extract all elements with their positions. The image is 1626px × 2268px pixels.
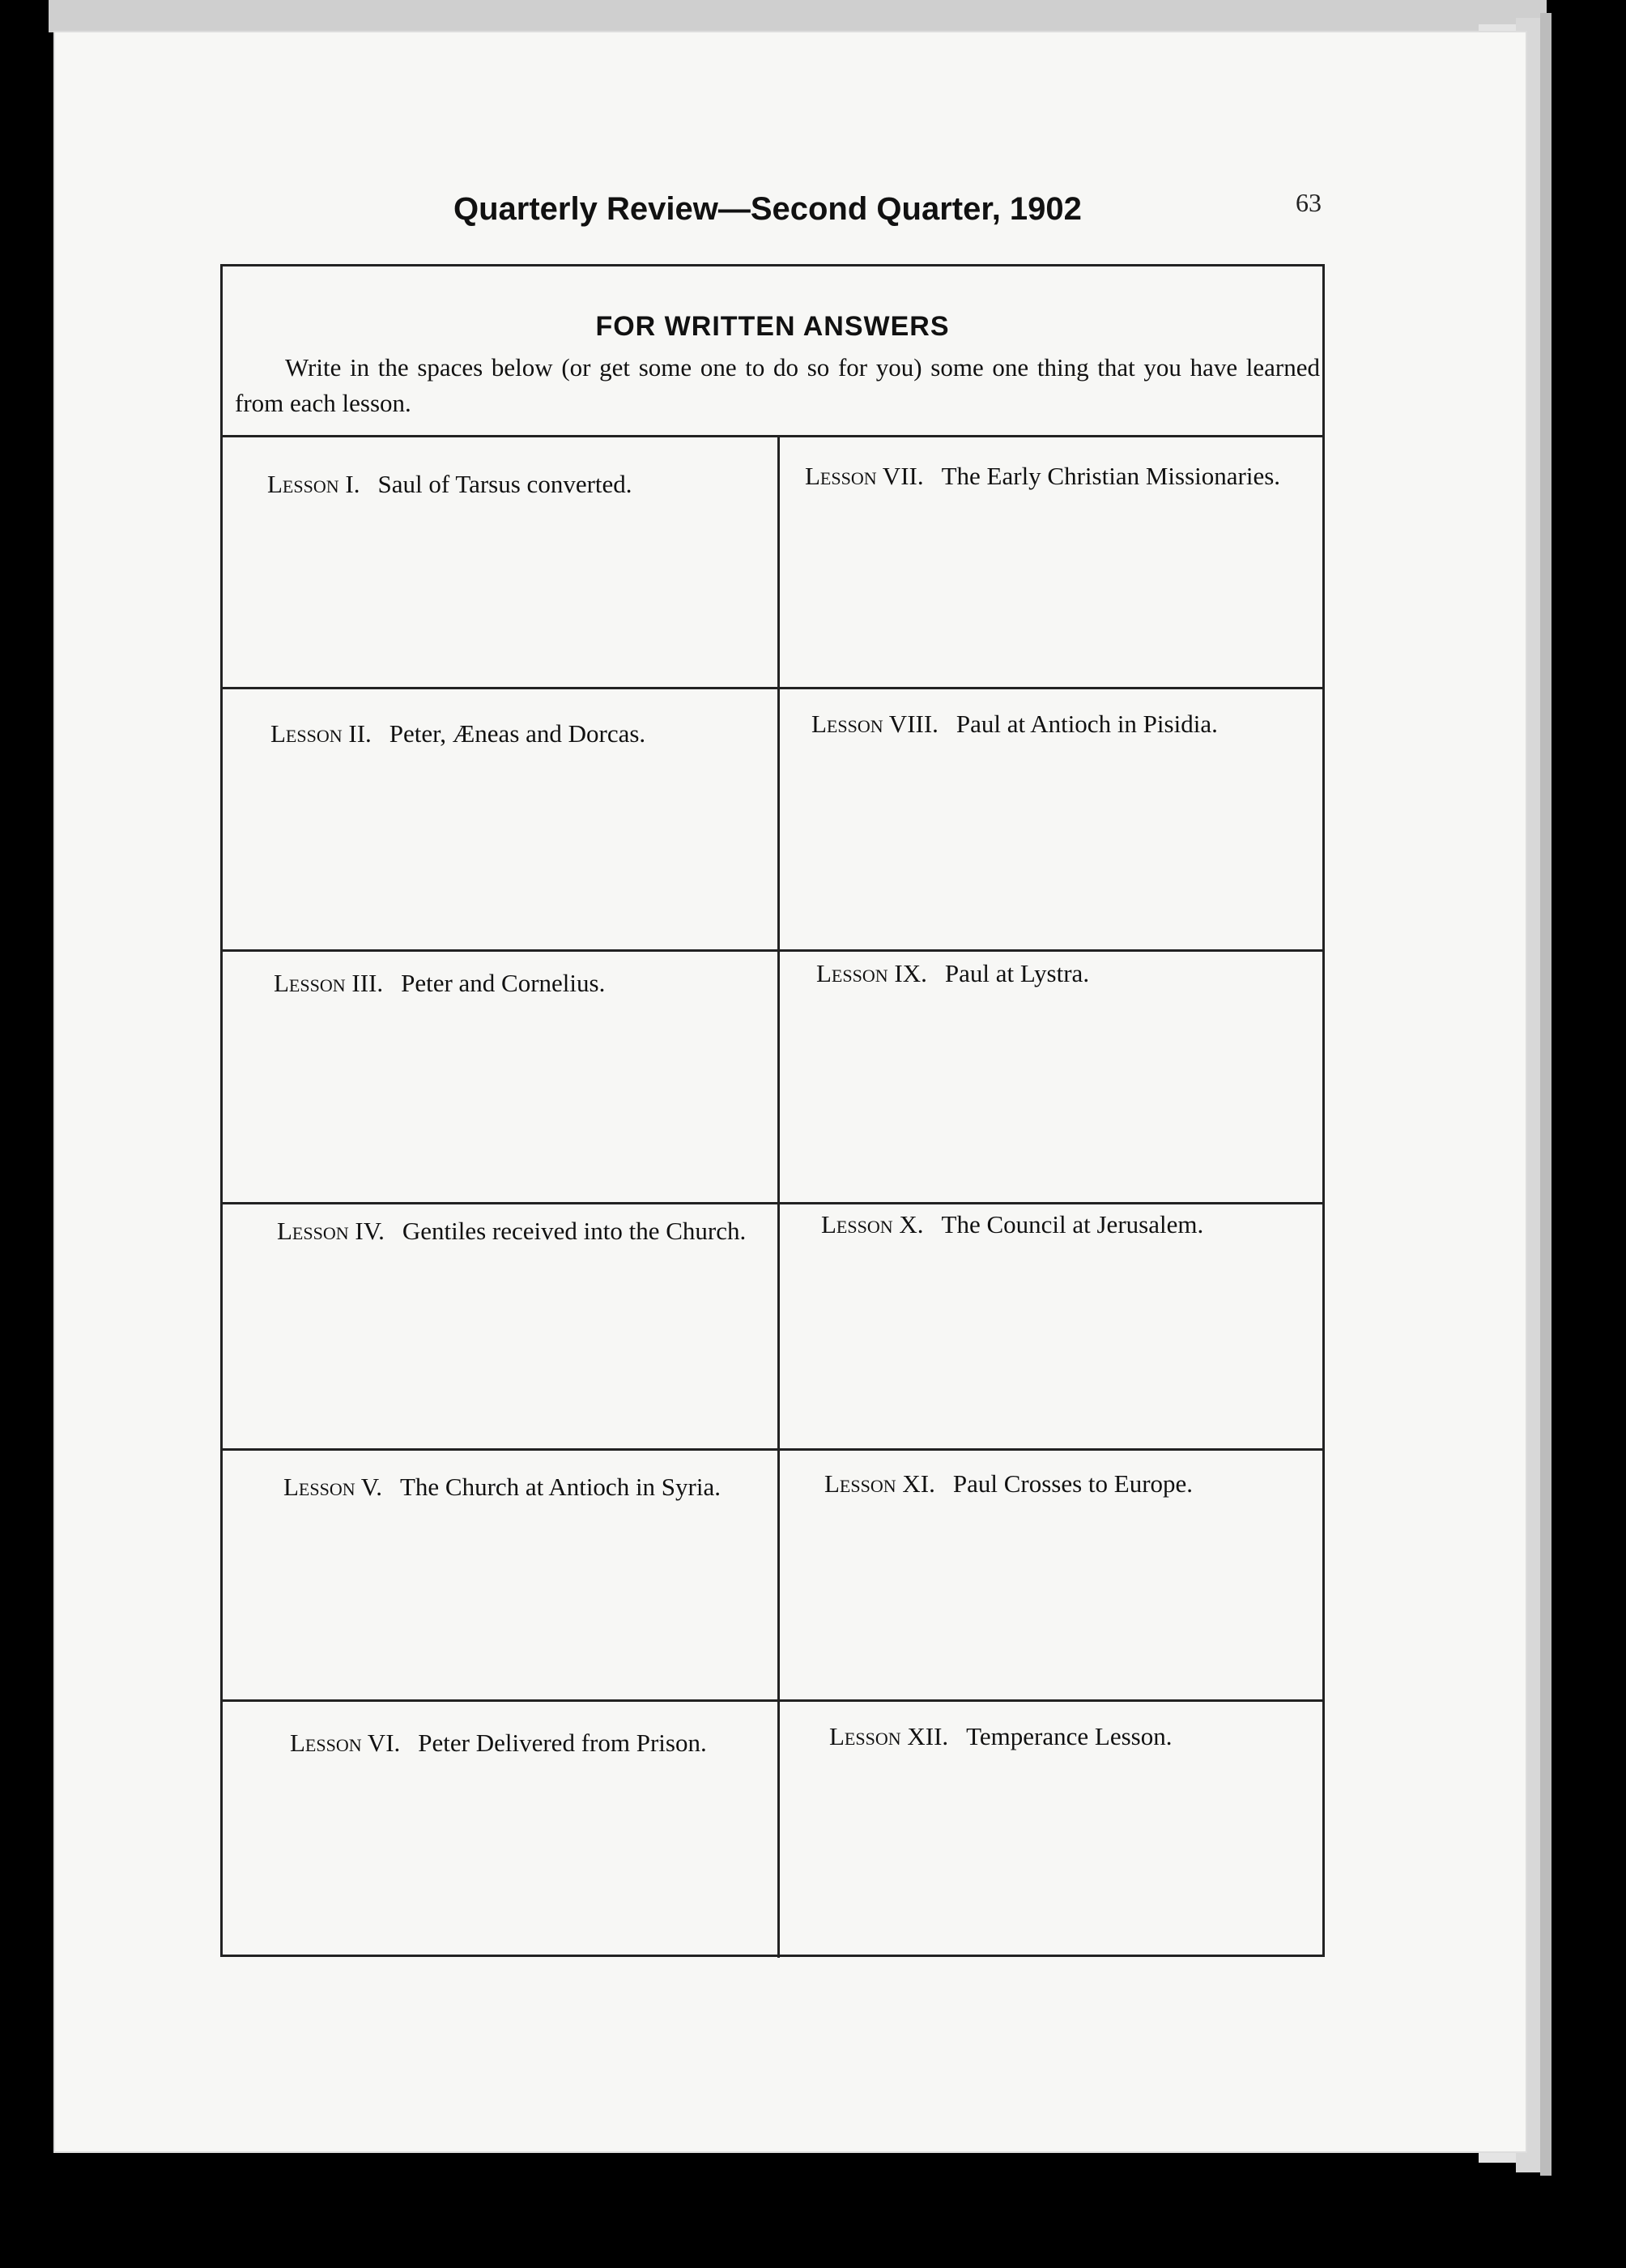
lesson-title: The Council at Jerusalem. xyxy=(941,1210,1204,1238)
lesson-5 xyxy=(283,1469,794,1505)
lesson-label: Lesson II. xyxy=(270,719,372,748)
lesson-9 xyxy=(816,956,1318,991)
lesson-label: Lesson V. xyxy=(283,1473,382,1501)
lesson-7 xyxy=(805,458,1313,494)
lesson-11 xyxy=(824,1466,1318,1502)
lesson-label: Lesson IV. xyxy=(277,1217,385,1245)
lesson-label: Lesson VI. xyxy=(290,1729,401,1757)
lesson-title: The Church at Antioch in Syria. xyxy=(399,1473,721,1501)
page-number: 63 xyxy=(1296,188,1322,217)
lesson-label: Lesson X. xyxy=(821,1210,924,1238)
lesson-6 xyxy=(290,1725,808,1761)
page-title: Quarterly Review—Second Quarter, 1902 xyxy=(453,191,1082,227)
lesson-title: Peter, Æneas and Dorcas. xyxy=(389,719,646,748)
lesson-title: Temperance Lesson. xyxy=(966,1722,1173,1750)
instructions-text: Write in the spaces below (or get some one to do so for you) some one thing that you have learned from each lesson. xyxy=(235,353,1320,417)
lesson-label: Lesson XI. xyxy=(824,1469,935,1498)
lesson-label: Lesson XII. xyxy=(829,1722,949,1750)
lesson-1 xyxy=(267,467,753,502)
grid-divider xyxy=(220,1699,1325,1702)
lesson-label: Lesson III. xyxy=(274,969,384,997)
lesson-title: Paul at Antioch in Pisidia. xyxy=(956,710,1218,738)
lesson-10 xyxy=(821,1207,1318,1243)
answer-form-box xyxy=(220,264,1325,1957)
grid-divider xyxy=(220,949,1325,952)
lesson-4 xyxy=(277,1213,787,1249)
section-heading: FOR WRITTEN ANSWERS xyxy=(595,311,950,342)
lesson-3 xyxy=(274,966,760,1001)
lesson-label: Lesson IX. xyxy=(816,959,927,987)
lesson-title: Gentiles received into the Church. xyxy=(402,1217,747,1245)
book-top-edge xyxy=(49,0,1547,32)
lesson-title: Saul of Tarsus converted. xyxy=(377,470,632,498)
lesson-label: Lesson I. xyxy=(267,470,360,498)
grid-divider xyxy=(220,1202,1325,1204)
lesson-label: Lesson VII. xyxy=(805,462,924,490)
lesson-12 xyxy=(829,1719,1318,1754)
page-edge xyxy=(1540,13,1552,2176)
lesson-title: Peter and Cornelius. xyxy=(401,969,606,997)
lesson-title: Paul Crosses to Europe. xyxy=(952,1469,1194,1498)
grid-divider xyxy=(220,687,1325,689)
lesson-8 xyxy=(811,706,1320,742)
lesson-title: Peter Delivered from Prison. xyxy=(418,1729,707,1757)
lesson-title: The Early Christian Missionaries. xyxy=(941,462,1281,490)
lesson-label: Lesson VIII. xyxy=(811,710,939,738)
grid-divider xyxy=(220,435,1325,437)
grid-divider xyxy=(220,1448,1325,1451)
lesson-2 xyxy=(270,716,756,752)
lesson-title: Paul at Lystra. xyxy=(944,959,1090,987)
